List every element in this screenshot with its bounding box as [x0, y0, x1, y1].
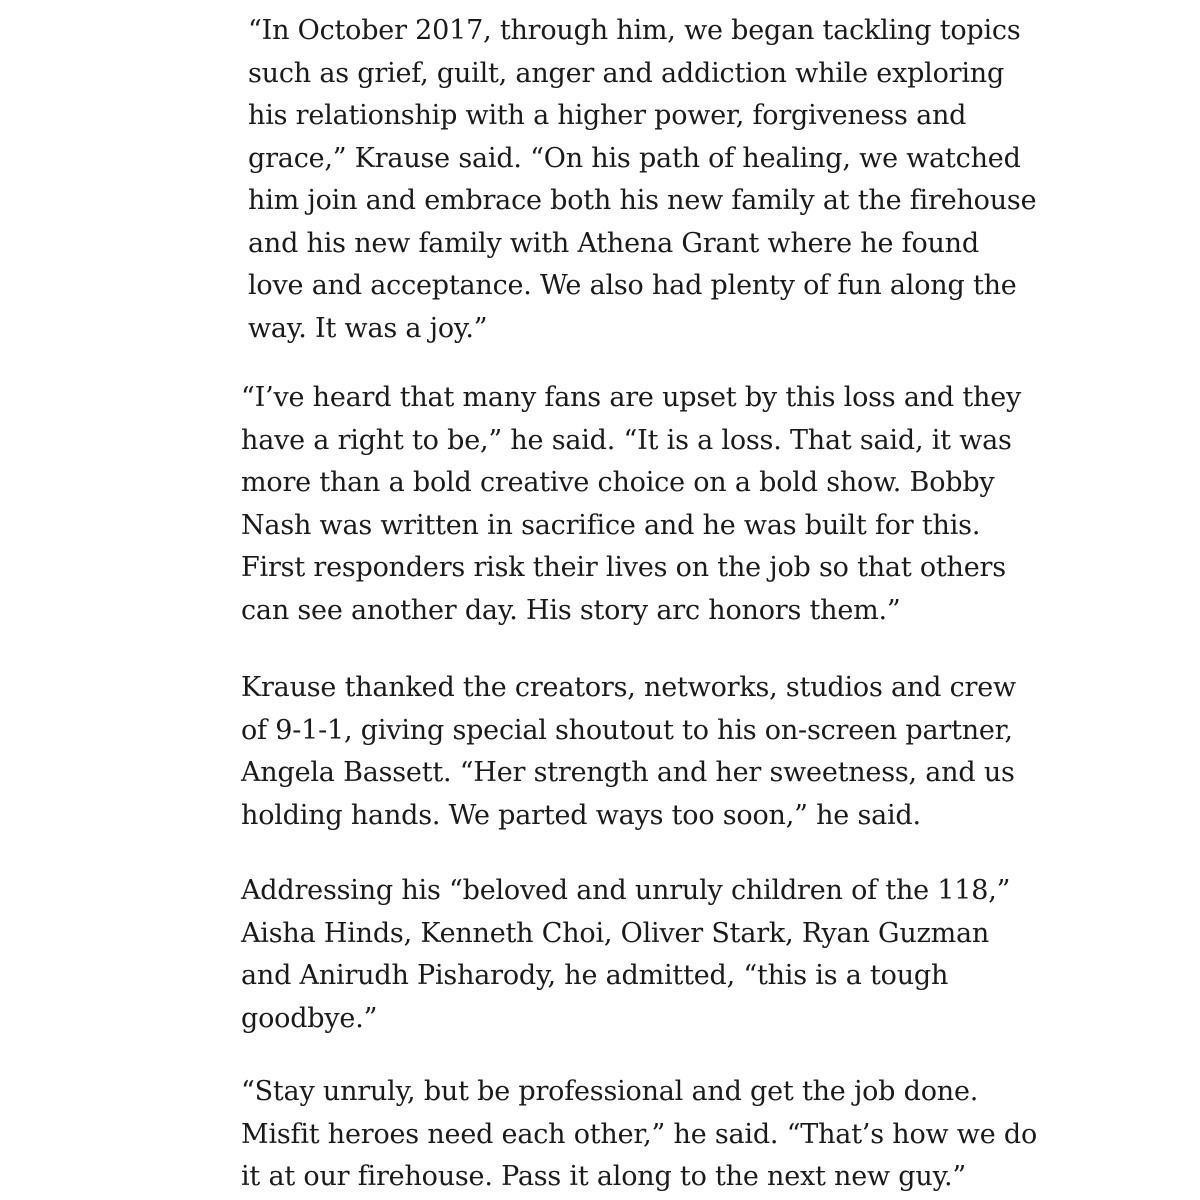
text-line: holding hands. We parted ways too soon,” he said. [241, 799, 921, 831]
text-line: Angela Bassett. “Her strength and her sweetness, and us [241, 757, 1015, 788]
text-line: Misfit heroes need each other,” he said. “That’s how we do [241, 1118, 1038, 1150]
text-line: such as grief, guilt, anger and addiction while exploring [248, 57, 1005, 89]
paragraph-5 [241, 1071, 1037, 1199]
text-line: him join and embrace both his new family at the firehouse [248, 185, 1037, 216]
text-line: Aisha Hinds, Kenneth Choi, Oliver Stark, Ryan Guzman [241, 917, 990, 949]
text-line: way. It was a joy.” [248, 312, 488, 344]
paragraph-1 [248, 10, 1036, 350]
paragraph-2 [241, 377, 1021, 632]
text-line: can see another day. His story arc honors them.” [241, 594, 901, 626]
text-line: of 9-1-1, giving special shoutout to his on-screen partner, [241, 714, 1013, 746]
text-line: have a right to be,” he said. “It is a loss. That said, it was [241, 424, 1012, 456]
paragraph-3 [241, 667, 1016, 837]
text-line: more than a bold creative choice on a bold show. Bobby [241, 467, 995, 498]
text-line: his relationship with a higher power, forgiveness and [248, 100, 967, 131]
text-line: goodbye.” [241, 1002, 378, 1034]
text-line: grace,” Krause said. “On his path of healing, we watched [248, 142, 1021, 174]
text-line: “I’ve heard that many fans are upset by this loss and they [241, 382, 1022, 413]
text-line: “Stay unruly, but be professional and get the job done. [241, 1076, 979, 1107]
paragraph-4 [241, 870, 1010, 1040]
text-line: “In October 2017, through him, we began tackling topics [248, 15, 1021, 46]
text-line: love and acceptance. We also had plenty of fun along the [248, 270, 1017, 301]
text-line: Nash was written in sacrifice and he was built for this. [241, 509, 981, 541]
text-line: and his new family with Athena Grant where he found [248, 227, 979, 259]
text-line: and Anirudh Pisharody, he admitted, “this is a tough [241, 960, 949, 991]
text-line: First responders risk their lives on the job so that others [241, 552, 1006, 583]
text-line: Addressing his “beloved and unruly children of the 118,” [241, 875, 1011, 906]
text-line: it at our firehouse. Pass it along to the next new guy.” [241, 1161, 967, 1192]
text-line: Krause thanked the creators, networks, studios and crew [241, 672, 1016, 703]
